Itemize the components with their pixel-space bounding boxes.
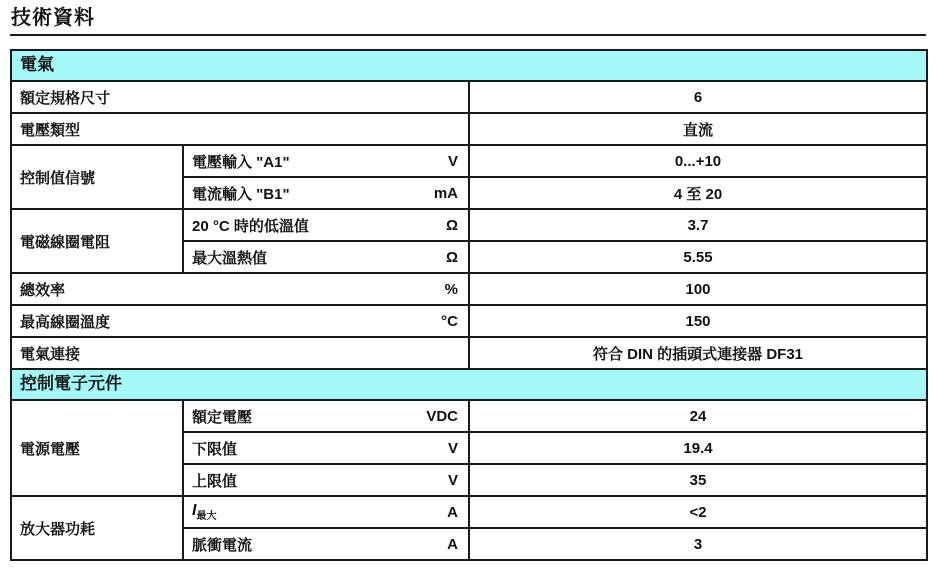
cell-lower-limit-value: 19.4 xyxy=(683,439,713,457)
subrow-label: 20 °C 時的低溫值 xyxy=(192,217,309,235)
cell-total-efficiency-value: 100 xyxy=(685,280,711,298)
subrow-unit: V xyxy=(447,152,458,170)
subrow-label: 下限值 xyxy=(192,440,238,458)
cell-max-coil-temperature-value: 150 xyxy=(685,312,711,330)
subrow-current-input-b1 xyxy=(184,176,926,208)
imax-symbol: I xyxy=(192,502,197,519)
cell-total-efficiency-label xyxy=(12,274,470,304)
subrow-label: 上限值 xyxy=(192,472,238,490)
subrow-unit: mA xyxy=(433,184,458,202)
subrow-label: 最大溫熱值 xyxy=(192,249,268,267)
row-electrical-connection xyxy=(12,336,926,368)
cell-nominal-voltage xyxy=(184,401,470,431)
subrow-unit: V xyxy=(447,471,458,489)
subrow-i-max xyxy=(184,497,926,527)
subrow-voltage-input-a1 xyxy=(184,146,926,176)
subrow-unit: Ω xyxy=(445,216,458,234)
cell-voltage-input-a1 xyxy=(184,146,470,176)
section-header-electrical-label: 電氣 xyxy=(20,55,54,74)
row-label: 額定規格尺寸 xyxy=(20,89,111,107)
cell-nominal-size-label xyxy=(12,82,470,112)
row-unit: % xyxy=(444,280,458,298)
subrow-unit: VDC xyxy=(426,407,458,425)
cell-pulse-current xyxy=(184,529,470,559)
row-amplifier-power-consumption xyxy=(12,495,926,559)
section-header-electrical xyxy=(12,51,926,80)
subrow-unit: Ω xyxy=(445,248,458,266)
supply-voltage-subrows xyxy=(184,401,926,495)
control-value-signal-subrows xyxy=(184,146,926,208)
subrow-label-imax xyxy=(192,502,216,522)
subrow-pulse-current xyxy=(184,527,926,559)
cell-solenoid-coil-resistance-label: 電磁線圈電阻 xyxy=(12,210,184,272)
row-solenoid-coil-resistance xyxy=(12,208,926,272)
cell-control-value-signal-label: 控制值信號 xyxy=(12,146,184,208)
row-label: 電氣連接 xyxy=(20,345,81,363)
cell-amplifier-power-consumption-label: 放大器功耗 xyxy=(12,497,184,559)
imax-subscript: 最大 xyxy=(196,511,217,522)
cell-current-input-b1-value: 4 至 20 xyxy=(673,185,723,203)
cell-max-warm-value xyxy=(184,242,470,272)
row-label: 最高線圈溫度 xyxy=(20,313,111,331)
row-label: 電壓類型 xyxy=(20,121,81,139)
row-max-coil-temperature xyxy=(12,304,926,336)
subrow-cold-value-20c xyxy=(184,210,926,240)
subrow-unit: A xyxy=(447,503,458,521)
cell-voltage-type-value: 直流 xyxy=(682,121,713,139)
cell-cold-value-20c xyxy=(184,210,470,240)
cell-i-max xyxy=(184,497,470,527)
row-total-efficiency xyxy=(12,272,926,304)
cell-i-max-value: <2 xyxy=(689,503,707,521)
solenoid-coil-resistance-subrows xyxy=(184,210,926,272)
subrow-unit: V xyxy=(447,439,458,457)
cell-max-coil-temperature-label xyxy=(12,306,470,336)
cell-voltage-input-a1-value: 0...+10 xyxy=(674,152,722,170)
subrow-label: 脈衝電流 xyxy=(192,536,253,554)
subrow-label: 電流輸入 "B1" xyxy=(192,185,290,203)
cell-upper-limit-value: 35 xyxy=(689,471,707,489)
cell-upper-limit xyxy=(184,465,470,495)
title-rule xyxy=(10,34,926,36)
subrow-lower-limit xyxy=(184,431,926,463)
spec-table xyxy=(10,49,928,561)
subrow-upper-limit xyxy=(184,463,926,495)
cell-electrical-connection-value: 符合 DIN 的插頭式連接器 DF31 xyxy=(592,345,803,363)
section-header-control-electronics-label: 控制電子元件 xyxy=(20,374,122,393)
page-title: 技術資料 xyxy=(11,7,95,29)
cell-voltage-type-label xyxy=(12,114,470,144)
row-control-value-signal xyxy=(12,144,926,208)
cell-max-warm-value-value: 5.55 xyxy=(683,248,713,266)
cell-nominal-voltage-value: 24 xyxy=(689,407,707,425)
subrow-unit: A xyxy=(447,535,458,553)
section-header-control-electronics xyxy=(12,368,926,399)
cell-pulse-current-value: 3 xyxy=(693,535,703,553)
cell-supply-voltage-label: 電源電壓 xyxy=(12,401,184,495)
cell-electrical-connection-label xyxy=(12,338,470,368)
subrow-max-warm-value xyxy=(184,240,926,272)
cell-current-input-b1 xyxy=(184,178,470,208)
amplifier-power-consumption-subrows xyxy=(184,497,926,559)
row-label: 總效率 xyxy=(20,281,66,299)
row-supply-voltage xyxy=(12,399,926,495)
cell-lower-limit xyxy=(184,433,470,463)
subrow-nominal-voltage xyxy=(184,401,926,431)
cell-cold-value-20c-value: 3.7 xyxy=(687,216,709,234)
row-voltage-type xyxy=(12,112,926,144)
row-unit: °C xyxy=(441,312,458,330)
subrow-label: 電壓輸入 "A1" xyxy=(192,153,290,171)
subrow-label: 額定電壓 xyxy=(192,408,253,426)
row-nominal-size xyxy=(12,80,926,112)
cell-nominal-size-value: 6 xyxy=(693,88,703,106)
